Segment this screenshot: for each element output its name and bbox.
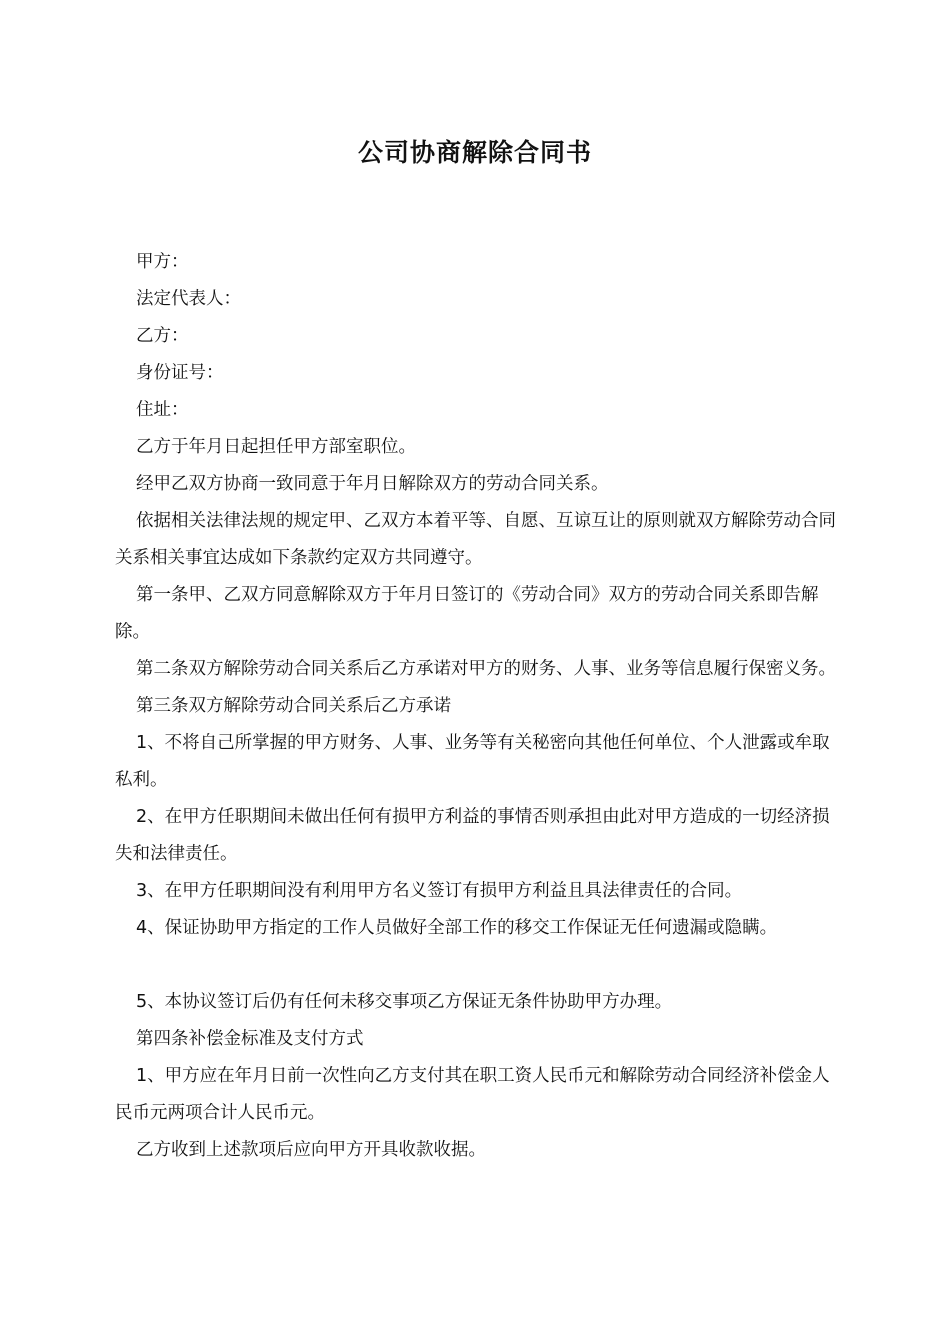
paragraph-agreement: 经甲乙双方协商一致同意于年月日解除双方的劳动合同关系。 [136,474,609,494]
paragraph-position: 乙方于年月日起担任甲方部室职位。 [136,437,416,457]
document-title: 公司协商解除合同书 [357,138,592,167]
article-3-heading: 第三条双方解除劳动合同关系后乙方承诺 [136,696,451,716]
article-3-item-5: 5、本协议签订后仍有任何未移交事项乙方保证无条件协助甲方办理。 [136,992,673,1012]
article-4-heading: 第四条补偿金标准及支付方式 [136,1029,364,1049]
blank-line [115,947,837,984]
article-4-item-1: 1、甲方应在年月日前一次性向乙方支付其在职工资人民币元和解除劳动合同经济补偿金人民币元两项合计人民币元。 [115,1066,830,1123]
article-1: 第一条甲、乙双方同意解除双方于年月日签订的《劳动合同》双方的劳动合同关系即告解除。 [115,585,819,642]
document-body [115,244,837,1169]
article-3-item-1: 1、不将自己所掌握的甲方财务、人事、业务等有关秘密向其他任何单位、个人泄露或牟取私利。 [115,733,830,790]
address-field: 住址： [136,400,189,420]
party-b-field: 乙方： [136,326,189,346]
legal-representative-field: 法定代表人： [136,289,241,309]
article-3-item-3: 3、在甲方任职期间没有利用甲方名义签订有损甲方利益且具法律责任的合同。 [136,881,743,901]
article-3-item-2: 2、在甲方任职期间未做出任何有损甲方利益的事情否则承担由此对甲方造成的一切经济损失和法律责任。 [115,807,830,864]
paragraph-legal-basis: 依据相关法律法规的规定甲、乙双方本着平等、自愿、互谅互让的原则就双方解除劳动合同关系相关事宜达成如下条款约定双方共同遵守。 [115,511,836,568]
article-2: 第二条双方解除劳动合同关系后乙方承诺对甲方的财务、人事、业务等信息履行保密义务。 [136,659,836,679]
receipt-paragraph: 乙方收到上述款项后应向甲方开具收款收据。 [136,1140,486,1160]
id-number-field: 身份证号： [136,363,224,383]
article-3-item-4: 4、保证协助甲方指定的工作人员做好全部工作的移交工作保证无任何遗漏或隐瞒。 [136,918,778,938]
party-a-field: 甲方： [136,252,189,272]
